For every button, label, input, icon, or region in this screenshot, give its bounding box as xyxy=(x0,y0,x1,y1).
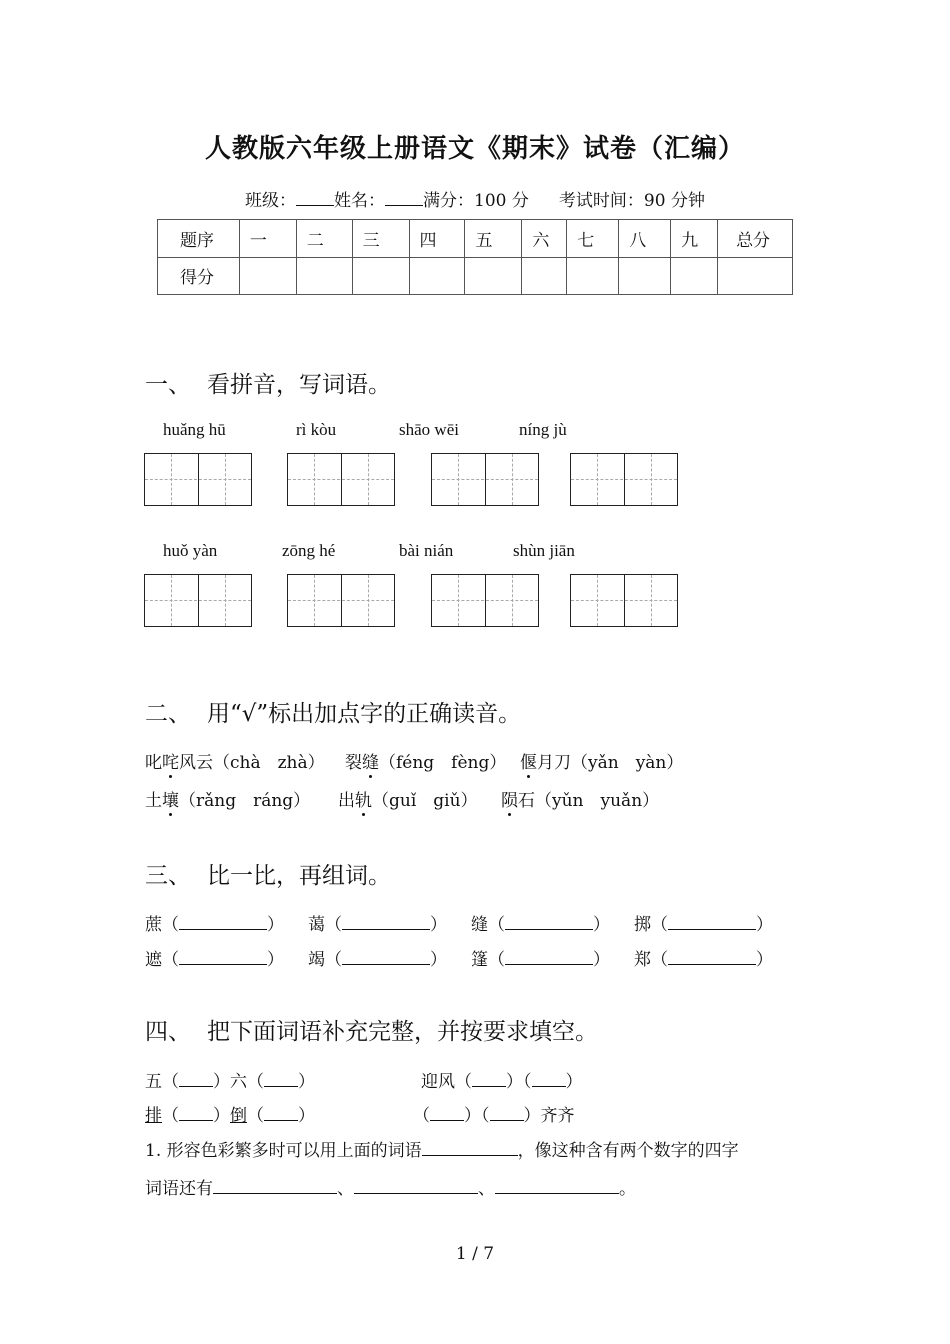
reading-item[interactable]: 出轨（guǐ giǔ） xyxy=(338,791,478,811)
section-2-heading xyxy=(145,695,521,728)
pinyin: shùn jiān xyxy=(513,541,575,560)
writing-grid[interactable] xyxy=(570,453,678,506)
score-table xyxy=(157,219,793,295)
word-item[interactable]: 遮（ ） xyxy=(145,950,284,970)
score-cell[interactable] xyxy=(619,257,671,295)
score-cell[interactable] xyxy=(465,257,522,295)
page-number: 1 / 7 xyxy=(455,1244,495,1264)
reading-item[interactable]: 裂缝（féng fèng） xyxy=(345,753,507,773)
score-cell[interactable] xyxy=(671,257,718,295)
question-1-line-1: 1. 形容色彩繁多时可以用上面的词语 ，像这种含有两个数字的四字 xyxy=(145,1141,739,1161)
pinyin: huǎng hū xyxy=(163,420,226,439)
word-item[interactable]: 篷（ ） xyxy=(471,950,610,970)
reading-item[interactable]: 陨石（yǔn yuǎn） xyxy=(501,791,660,811)
score-row-label: 得分 xyxy=(158,257,240,295)
writing-grid[interactable] xyxy=(144,453,252,506)
reading-item[interactable]: 土壤（rǎng ráng） xyxy=(145,791,311,811)
section-number: 三、 xyxy=(145,863,191,889)
header-cell: 六 xyxy=(522,220,567,258)
score-cell[interactable] xyxy=(718,257,793,295)
header-cell: 一 xyxy=(239,220,296,258)
pinyin: shāo wēi xyxy=(399,420,459,439)
writing-grid[interactable] xyxy=(570,574,678,627)
header-cell: 二 xyxy=(296,220,352,258)
idiom-item[interactable]: 五（ ）六（ ） xyxy=(145,1072,315,1092)
section-title: 看拼音，写词语。 xyxy=(207,372,391,398)
exam-time: 考试时间：90 分钟 xyxy=(558,191,705,211)
pinyin: zōng hé xyxy=(282,541,336,560)
section-title: 比一比，再组词。 xyxy=(207,863,391,889)
score-cell[interactable] xyxy=(409,257,465,295)
answer-blank[interactable] xyxy=(213,1178,337,1194)
writing-grid[interactable] xyxy=(431,574,539,627)
exam-info xyxy=(0,186,950,211)
header-cell: 九 xyxy=(671,220,718,258)
header-cell: 七 xyxy=(567,220,619,258)
reading-item[interactable]: 叱咤风云（chà zhà） xyxy=(145,753,325,773)
header-cell: 八 xyxy=(619,220,671,258)
reading-item[interactable]: 偃月刀（yǎn yàn） xyxy=(520,753,684,773)
writing-grid[interactable] xyxy=(287,453,395,506)
score-cell[interactable] xyxy=(239,257,296,295)
score-cell[interactable] xyxy=(352,257,409,295)
score-cell[interactable] xyxy=(567,257,619,295)
header-cell: 题序 xyxy=(158,220,240,258)
section-3-heading xyxy=(145,857,391,890)
pinyin: huǒ yàn xyxy=(163,541,218,560)
answer-blank[interactable] xyxy=(422,1140,518,1156)
idiom-item[interactable]: 排（ ）倒（ ） xyxy=(145,1106,315,1126)
pinyin: níng jù xyxy=(519,420,567,439)
idiom-item[interactable]: 迎风（ ）（ ） xyxy=(421,1072,583,1092)
class-blank[interactable] xyxy=(296,191,334,206)
header-cell: 三 xyxy=(352,220,409,258)
name-label: 姓名： xyxy=(334,191,386,211)
class-label: 班级： xyxy=(245,191,297,211)
idiom-item[interactable]: （ ）（ ）齐齐 xyxy=(413,1106,575,1126)
full-score: 满分：100 分 xyxy=(423,191,529,211)
question-1-line-2: 词语还有 、 、 。 xyxy=(145,1179,636,1199)
answer-blank[interactable] xyxy=(495,1178,619,1194)
page-title: 人教版六年级上册语文《期末》试卷（汇编） xyxy=(204,134,745,164)
score-cell[interactable] xyxy=(296,257,352,295)
section-number: 二、 xyxy=(145,701,191,727)
word-item[interactable]: 蔗（ ） xyxy=(145,915,284,935)
header-cell: 四 xyxy=(409,220,465,258)
pinyin: bài nián xyxy=(399,541,454,560)
word-item[interactable]: 蔼（ ） xyxy=(308,915,447,935)
answer-blank[interactable] xyxy=(354,1178,478,1194)
section-title: 把下面词语补充完整，并按要求填空。 xyxy=(207,1019,598,1045)
word-item[interactable]: 缝（ ） xyxy=(471,915,610,935)
header-cell: 五 xyxy=(465,220,522,258)
section-title: 用“√”标出加点字的正确读音。 xyxy=(207,701,522,727)
writing-grid[interactable] xyxy=(431,453,539,506)
word-item[interactable]: 掷（ ） xyxy=(634,915,773,935)
section-number: 四、 xyxy=(145,1019,191,1045)
section-4-heading xyxy=(145,1013,598,1046)
writing-grid[interactable] xyxy=(287,574,395,627)
pinyin: rì kòu xyxy=(296,420,337,439)
word-item[interactable]: 郑（ ） xyxy=(634,950,773,970)
writing-grid[interactable] xyxy=(144,574,252,627)
score-header-row xyxy=(158,220,793,258)
score-cell[interactable] xyxy=(522,257,567,295)
name-blank[interactable] xyxy=(385,191,423,206)
section-1-heading xyxy=(145,366,391,399)
word-item[interactable]: 竭（ ） xyxy=(308,950,447,970)
section-number: 一、 xyxy=(145,372,191,398)
score-row xyxy=(158,257,793,295)
header-cell: 总分 xyxy=(718,220,793,258)
